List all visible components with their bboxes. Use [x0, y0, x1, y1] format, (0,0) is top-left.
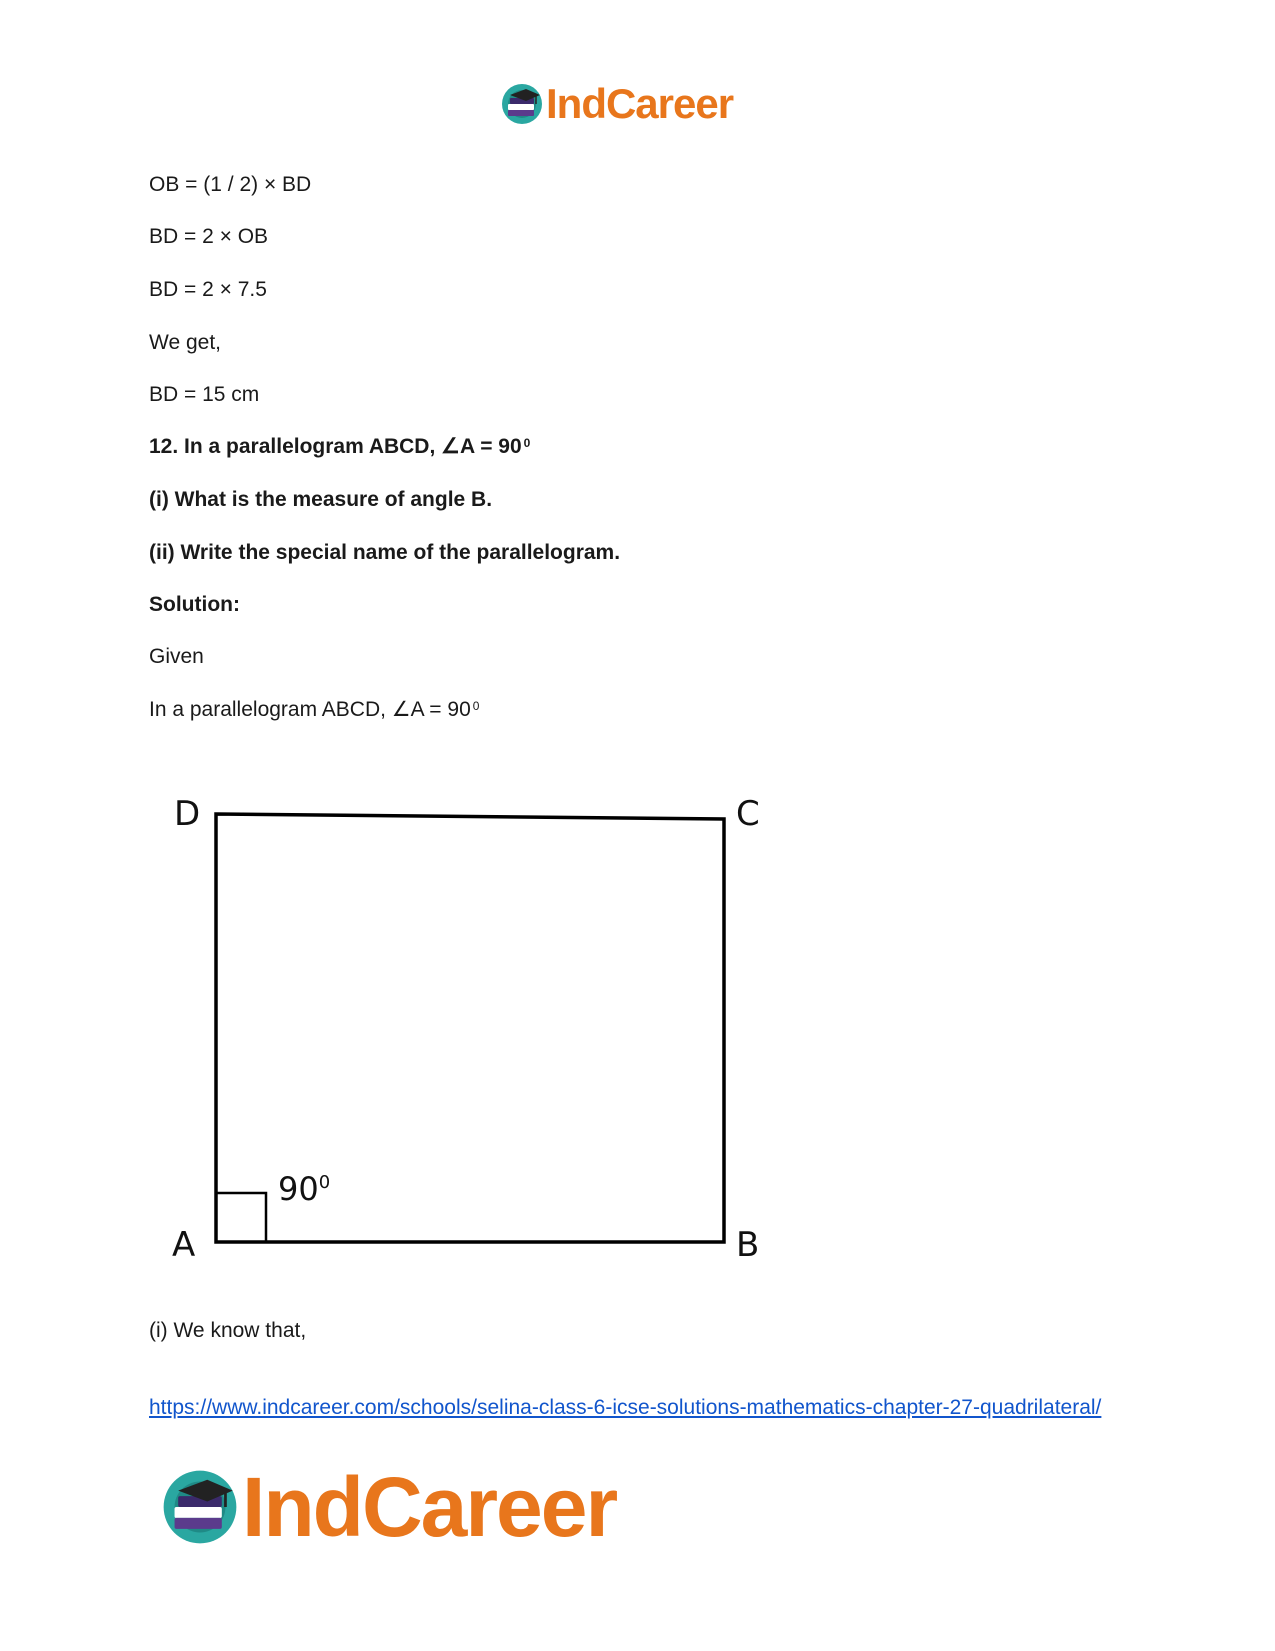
- given-label: Given: [149, 645, 204, 668]
- text-line-3: BD = 2 × 7.5: [149, 278, 267, 301]
- angle-label-value: 90: [278, 1170, 319, 1208]
- text-line-4: We get,: [149, 331, 221, 354]
- angle-label-degree: 0: [318, 1172, 331, 1193]
- question-title: [149, 434, 530, 460]
- text-line-5: BD = 15 cm: [149, 383, 260, 406]
- parallelogram-figure: [160, 790, 780, 1275]
- text-line-1: OB = (1 / 2) × BD: [149, 173, 312, 196]
- question-part-ii: (ii) Write the special name of the parallelogram.: [149, 541, 621, 564]
- text-line-2: BD = 2 × OB: [149, 225, 269, 248]
- header-logo-text: IndCareer: [546, 80, 734, 127]
- footer-logo: [160, 1459, 617, 1554]
- vertex-label-a: A: [172, 1225, 196, 1265]
- angle-label: [278, 1170, 330, 1208]
- answer-start: (i) We know that,: [149, 1319, 307, 1342]
- vertex-label-d: D: [174, 794, 201, 834]
- given-text-content: In a parallelogram ABCD, ∠A = 90: [149, 698, 471, 721]
- vertex-label-c: C: [736, 794, 760, 834]
- question-title-text: 12. In a parallelogram ABCD, ∠A = 90: [149, 435, 522, 458]
- right-angle-marker: [216, 1193, 266, 1242]
- solution-label: Solution:: [149, 593, 240, 616]
- book-cap-logo-icon: [500, 82, 544, 126]
- parallelogram-diagram: [160, 790, 780, 1270]
- footer-logo-text: IndCareer: [242, 1459, 617, 1554]
- header-logo: [500, 78, 733, 130]
- given-text: [149, 697, 479, 723]
- question-part-i: (i) What is the measure of angle B.: [149, 488, 493, 511]
- question-title-degree: 0: [523, 436, 531, 450]
- source-link[interactable]: https://www.indcareer.com/schools/selina-class-6-icse-solutions-mathematics-chapter-27-quadrilateral/: [149, 1396, 1102, 1419]
- book-cap-logo-icon: [160, 1467, 240, 1547]
- vertex-label-b: B: [736, 1225, 760, 1265]
- given-degree: 0: [472, 699, 480, 713]
